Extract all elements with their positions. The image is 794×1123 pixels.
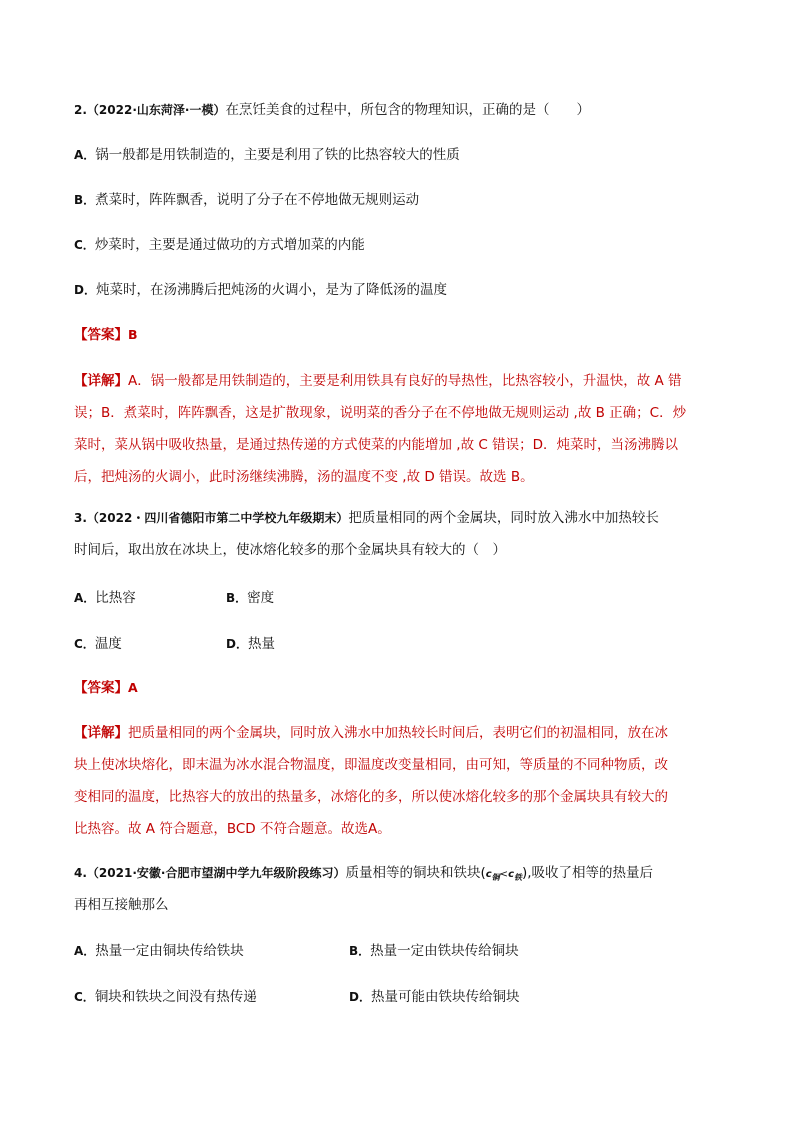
option-letter: C． [74,990,95,1004]
specific-heat-symbol: c [508,869,514,880]
question-text: 把质量相同的两个金属块，同时放入沸水中加热较长 [348,510,659,526]
question-number: 2. [74,103,87,117]
option-letter: A． [74,944,96,958]
explanation-tag: 【详解】 [74,725,128,741]
question-number: 4. [74,866,87,880]
explanation-text: 把质量相同的两个金属块，同时放入沸水中加热较长时间后，表明它们的初温相同，放在冰 [128,725,668,741]
option-letter: A． [74,591,96,605]
option-letter: D． [74,283,96,297]
option-b [349,941,519,961]
option-text: 温度 [94,636,122,652]
option-letter: D． [226,637,248,651]
option-text: 炒菜时，主要是通过做功的方式增加菜的内能 [94,237,365,253]
answer-value: A [128,680,138,695]
option-letter: B． [226,591,248,605]
question-text-cont: ),吸收了相等的热量后 [522,865,654,881]
question-source: （2022·山东菏泽·一模） [86,103,226,117]
option-letter: A． [74,148,96,162]
subscript-copper: 铜 [491,873,500,882]
option-c [74,235,365,255]
explanation-line: 后，把炖汤的火调小，此时汤继续沸腾，汤的温度不变 ,故 D 错误。故选 B。 [74,469,534,485]
explanation-line: 误；B．煮菜时，阵阵飘香，这是扩散现象，说明菜的香分子在不停地做无规则运动 ,故 B 正确；C．炒 [74,405,687,421]
explanation-text: A．锅一般都是用铁制造的，主要是利用铁具有良好的导热性，比热容较小，升温快，故 A 错 [128,373,682,389]
question-3-stem-cont: 时间后，取出放在冰块上，使冰熔化较多的那个金属块具有较大的（ ） [74,542,506,558]
answer-line [74,325,138,345]
option-a [74,145,460,165]
option-letter: B． [349,944,371,958]
option-d [349,987,519,1007]
answer-tag: 【答案】 [74,680,128,696]
option-d [74,280,447,300]
option-text: 密度 [247,590,275,606]
option-b [226,588,274,608]
option-text: 锅一般都是用铁制造的，主要是利用了铁的比热容较大的性质 [95,147,460,163]
option-letter: C． [74,238,95,252]
option-text: 炖菜时，在汤沸腾后把炖汤的火调小，是为了降低汤的温度 [95,282,447,298]
option-text: 热量可能由铁块传给铜块 [370,989,520,1005]
explanation-line: 菜时，菜从锅中吸收热量，是通过热传递的方式使菜的内能增加 ,故 C 错误；D．炖菜时，当汤沸腾以 [74,437,678,453]
option-b [74,190,419,210]
option-a [74,588,136,608]
question-source: （2021·安徽·合肥市望湖中学九年级阶段练习） [86,866,346,880]
answer-value: B [128,327,138,342]
option-text: 热量一定由铜块传给铁块 [95,943,244,959]
less-than-sign: < [499,869,509,880]
option-letter: C． [74,637,95,651]
explanation-line [74,723,668,743]
question-text: 在烹饪美食的过程中，所包含的物理知识，正确的是（ ） [225,102,590,118]
question-number: 3. [74,511,87,525]
option-d [226,634,275,654]
explanation-line: 比热容。故 A 符合题意，BCD 不符合题意。故选A。 [74,821,391,837]
specific-heat-symbol: c [485,869,492,880]
explanation-line [74,371,682,391]
answer-line [74,678,138,698]
question-4-stem [74,863,653,888]
question-text: 质量相等的铜块和铁块( [345,865,486,881]
subscript-iron: 铁 [514,873,522,882]
option-text: 比热容 [95,590,136,606]
option-text: 热量 [247,636,275,652]
question-3-stem [74,508,659,528]
option-text: 煮菜时，阵阵飘香，说明了分子在不停地做无规则运动 [95,192,420,208]
option-c [74,987,257,1007]
question-2-stem [74,100,590,120]
question-source: （2022・四川省德阳市第二中学校九年级期末） [86,511,349,525]
answer-tag: 【答案】 [74,327,128,343]
option-letter: B． [74,193,96,207]
option-text: 热量一定由铁块传给铜块 [370,943,519,959]
option-letter: D． [349,990,371,1004]
explanation-line: 变相同的温度，比热容大的放出的热量多，冰熔化的多，所以使冰熔化较多的那个金属块具有较大的 [74,789,668,805]
explanation-tag: 【详解】 [74,373,128,389]
option-text: 铜块和铁块之间没有热传递 [94,989,257,1005]
explanation-line: 块上使冰块熔化，即末温为冰水混合物温度，即温度改变量相同，由可知，等质量的不同种物质，改 [74,757,668,773]
option-c [74,634,122,654]
question-4-stem-cont: 再相互接触那么 [74,897,169,913]
option-a [74,941,244,961]
